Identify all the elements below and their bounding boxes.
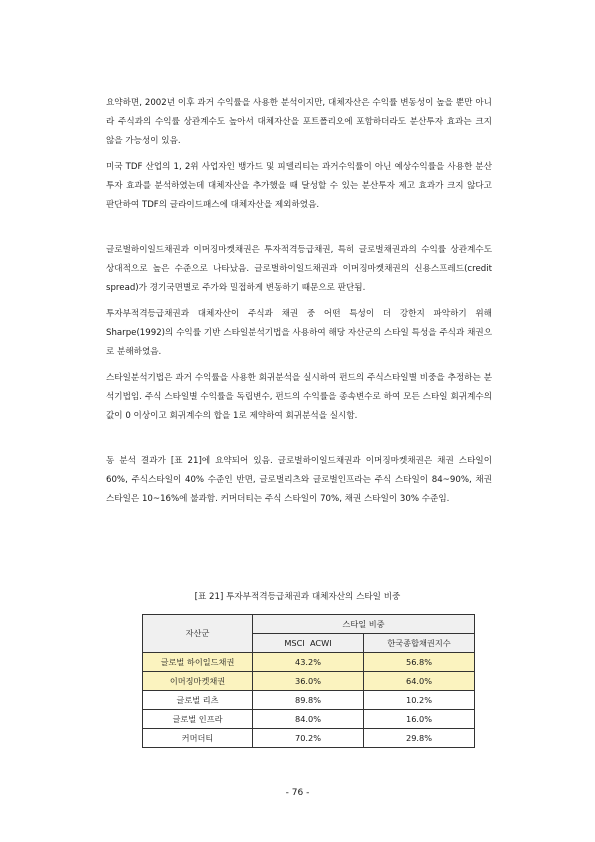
table-row <box>143 710 475 729</box>
paragraph-style-analysis-method: 스타일분석기법은 과거 수익률을 사용한 회귀분석을 실시하여 펀드의 주식스타일별 비중을 추정하는 분석기법임. 주식 스타일별 수익률을 독립변수, 펀드의 수익률을 종속변수로 하여 모든 스타일 회귀계수의 값이 0 이상이고 회귀계수의 합을 1로 제약하여 회귀분석을 실시함. <box>106 373 492 421</box>
table-row <box>143 653 475 672</box>
bond-weight: 56.8% <box>364 653 475 672</box>
bond-weight: 16.0% <box>364 710 475 729</box>
style-weight-table <box>142 614 475 748</box>
bond-weight: 10.2% <box>364 691 475 710</box>
asset-name: 글로벌 인프라 <box>143 710 253 729</box>
equity-weight: 43.2% <box>253 653 364 672</box>
paragraph-analysis-result: 동 분석 결과가 [표 21]에 요약되어 있음. 글로벌하이일드채권과 이머징마켓채권은 채권 스타일이 60%, 주식스타일이 40% 수준인 반면, 글로벌리츠와 글로벌인프라는 주식 스타일이 84~90%, 채권 스타일은 10~16%에 불과함. 커머더티는 주식 스타일이 70%, 채권 스타일이 30% 수준임. <box>106 456 492 504</box>
header-asset-class: 자산군 <box>143 615 253 653</box>
paragraph-us-tdf: 미국 TDF 산업의 1, 2위 사업자인 뱅가드 및 피델리티는 과거수익률이 아닌 예상수익률을 사용한 분산투자 효과를 분석하였는데 대체자산을 추가했을 때 달성할 수 있는 분산투자 제고 효과가 크지 않다고 판단하여 TDF의 글라이드패스에 대체자산을 제외하였음. <box>106 162 492 210</box>
equity-weight: 89.8% <box>253 691 364 710</box>
asset-name: 커머더티 <box>143 729 253 748</box>
equity-weight: 70.2% <box>253 729 364 748</box>
asset-name: 이머징마켓채권 <box>143 672 253 691</box>
table-row <box>143 691 475 710</box>
header-msci-acwi: MSCI ACWI <box>253 634 364 653</box>
header-style-weight: 스타일 비중 <box>253 615 475 634</box>
header-korea-bond-index: 한국종합채권지수 <box>364 634 475 653</box>
paragraph-summary: 요약하면, 2002년 이후 과거 수익률을 사용한 분석이지만, 대체자산은 수익률 변동성이 높을 뿐만 아니라 주식과의 수익률 상관계수도 높아서 대체자산을 포트폴리오에 포함하더라도 분산투자 효과는 크지 않을 가능성이 있음. <box>106 98 492 146</box>
equity-weight: 36.0% <box>253 672 364 691</box>
bond-weight: 64.0% <box>364 672 475 691</box>
paragraph-style-analysis-intro: 투자부적격등급채권과 대체자산이 주식과 채권 중 어떤 특성이 더 강한지 파악하기 위해 Sharpe(1992)의 수익률 기반 스타일분석기법을 사용하여 해당 자산군의 스타일 특성을 주식과 채권으로 분해하였음. <box>106 309 492 357</box>
paragraph-high-yield-correlation: 글로벌하이일드채권과 이머징마켓채권은 투자적격등급채권, 특히 글로벌채권과의 수익률 상관계수도 상대적으로 높은 수준으로 나타났음. 글로벌하이일드채권과 이머징마켓채권의 신용스프레드(credit spread)가 경기국면별로 주가와 밀접하게 변동하기 때문으로 판단됨. <box>106 245 492 293</box>
bond-weight: 29.8% <box>364 729 475 748</box>
equity-weight: 84.0% <box>253 710 364 729</box>
table-caption: [표 21] 투자부적격등급채권과 대체자산의 스타일 비중 <box>194 592 401 602</box>
table-row <box>143 729 475 748</box>
asset-name: 글로벌 하이일드채권 <box>143 653 253 672</box>
asset-name: 글로벌 리츠 <box>143 691 253 710</box>
page-number: - 76 - <box>285 788 310 798</box>
table-row <box>143 672 475 691</box>
